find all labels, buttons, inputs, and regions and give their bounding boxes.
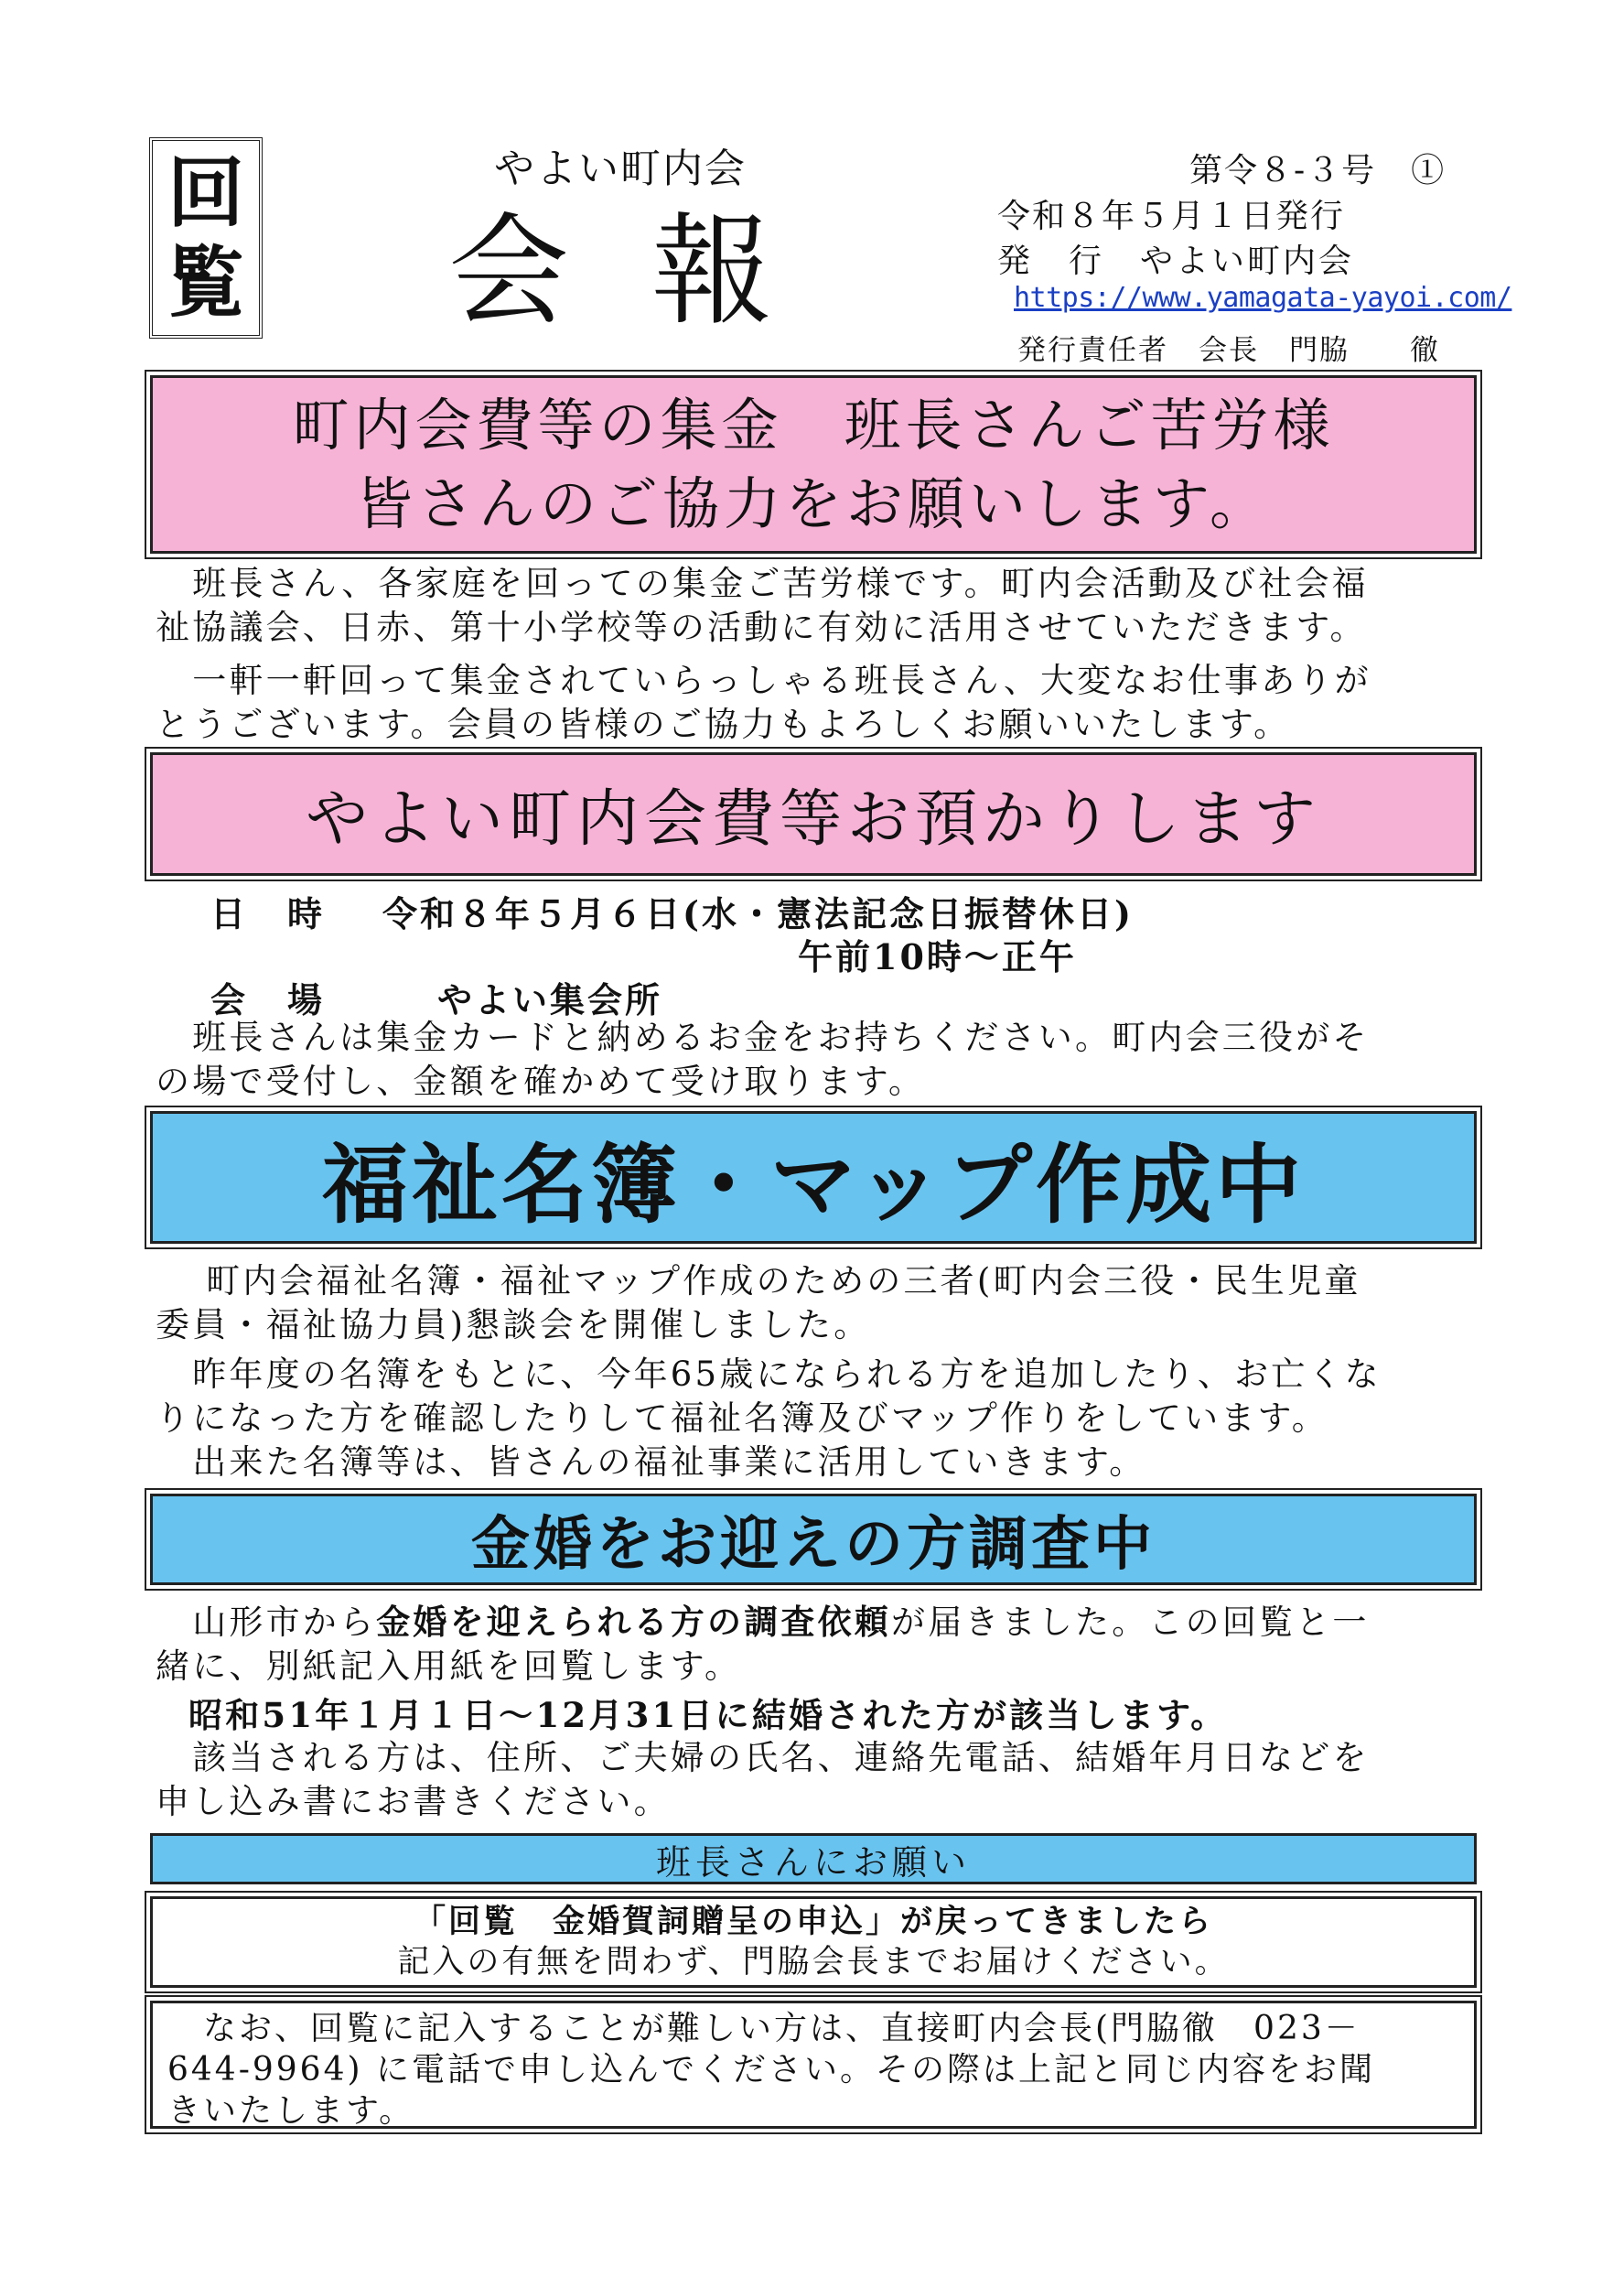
paragraph-bring-card <box>156 1016 1370 1104</box>
text-line: 祉協議会、日赤、第十小学校等の活動に有効に活用させていただきます。 <box>156 608 1367 647</box>
banner-golden-wedding <box>150 1494 1477 1585</box>
paragraph-thanks <box>156 562 1369 650</box>
banner-text: やよい町内会費等お預かりします <box>305 783 1321 856</box>
banner-collection-thanks <box>150 375 1477 554</box>
text-segment-bold: 金婚を迎えられる方の調査依頼 <box>376 1602 892 1642</box>
text-line: 申し込み書にお書きください。 <box>156 1782 671 1821</box>
text-line: 該当される方は、住所、ご夫婦の氏名、連絡先電話、結婚年月日などを <box>156 1738 1370 1777</box>
text-line: 一軒一軒回って集金されていらっしゃる班長さん、大変なお仕事ありが <box>156 661 1371 700</box>
time-value: 午前10時～正午 <box>798 936 1077 977</box>
request-box <box>150 1896 1477 1988</box>
publisher: 発 行 やよい町内会 <box>997 243 1355 280</box>
request-line-1: 「回覧 金婚賀詞贈呈の申込」が戻ってきましたら <box>413 1903 1213 1940</box>
text-line: の場で受付し、金額を確かめて受け取ります。 <box>156 1062 926 1101</box>
text-line: 出来た名簿等は、皆さんの福祉事業に活用していきます。 <box>156 1442 1146 1482</box>
paragraph-survey-request <box>156 1600 1370 1689</box>
text-line: 町内会福祉名簿・福祉マップ作成のための三者(町内会三役・民生児童 <box>156 1261 1361 1300</box>
banner-line-2: 皆さんのご協力をお願いします。 <box>355 469 1272 537</box>
paragraph-meeting <box>156 1259 1361 1347</box>
text-line: なお、回覧に記入することが難しい方は、直接町内会長(門脇徹 023－ <box>167 2010 1361 2047</box>
kairan-char-1: 回 <box>167 147 244 238</box>
issue-number: 第令８-３号 ① <box>1189 152 1447 189</box>
eligibility-criteria: 昭和51年１月１日～12月31日に結婚された方が該当します。 <box>188 1695 1228 1735</box>
paragraph-fill-form <box>156 1736 1370 1824</box>
text-line: 班長さん、各家庭を回っての集金ご苦労様です。町内会活動及び社会福 <box>156 564 1369 603</box>
text-line: とうございます。会員の皆様のご協力もよろしくお願いいたします。 <box>156 705 1291 744</box>
banner-welfare-list <box>150 1111 1477 1244</box>
banner-request <box>150 1833 1477 1884</box>
text-line: 644-9964) に電話で申し込んでください。その際は上記と同じ内容をお聞 <box>167 2051 1375 2088</box>
banner-text: 福祉名簿・マップ作成中 <box>321 1136 1306 1236</box>
text-line: 昨年度の名簿をもとに、今年65歳になられる方を追加したり、お亡くな <box>156 1354 1382 1394</box>
banner-line-1: 町内会費等の集金 班長さんご苦労様 <box>292 391 1335 459</box>
banner-text: 班長さんにお願い <box>655 1841 971 1883</box>
text-line: 緒に、別紙記入用紙を回覧します。 <box>156 1646 742 1686</box>
org-name: やよい町内会 <box>494 146 747 192</box>
paragraph-list-update <box>156 1353 1382 1441</box>
paragraph-appreciation <box>156 659 1371 747</box>
kairan-stamp <box>149 137 263 339</box>
text-segment: が届きました。この回覧と一 <box>891 1603 1370 1642</box>
text-line: りになった方を確認したりして福祉名簿及びマップ作りをしています。 <box>156 1398 1328 1438</box>
text-line: きいたします。 <box>167 2092 415 2130</box>
text-line: 班長さんは集金カードと納めるお金をお持ちください。町内会三役がそ <box>156 1018 1370 1057</box>
issue-date: 令和８年５月１日発行 <box>997 198 1346 235</box>
paragraph-list-use <box>156 1441 1145 1484</box>
kairan-char-2: 覧 <box>167 237 244 328</box>
responsible-person: 発行責任者 会長 門脇 徹 <box>1017 334 1440 367</box>
venue-label: 会 場 <box>210 979 327 1020</box>
page-title: 会報 <box>448 201 855 342</box>
banner-text: 金婚をお迎えの方調査中 <box>471 1511 1156 1579</box>
text-segment: 山形市から <box>156 1603 377 1642</box>
note-box <box>150 2001 1477 2129</box>
text-line <box>156 1600 1370 1645</box>
banner-fee-deposit <box>150 752 1477 876</box>
datetime-value: 令和８年５月６日(水・憲法記念日振替休日) <box>382 893 1134 934</box>
website-link[interactable]: https://www.yamagata-yayoi.com/ <box>1014 282 1512 314</box>
venue-value: やよい集会所 <box>437 979 663 1020</box>
datetime-label: 日 時 <box>210 893 327 934</box>
request-line-2: 記入の有無を問わず、門脇会長までお届けください。 <box>397 1944 1230 1980</box>
text-line: 委員・福祉協力員)懇談会を開催しました。 <box>156 1305 871 1344</box>
